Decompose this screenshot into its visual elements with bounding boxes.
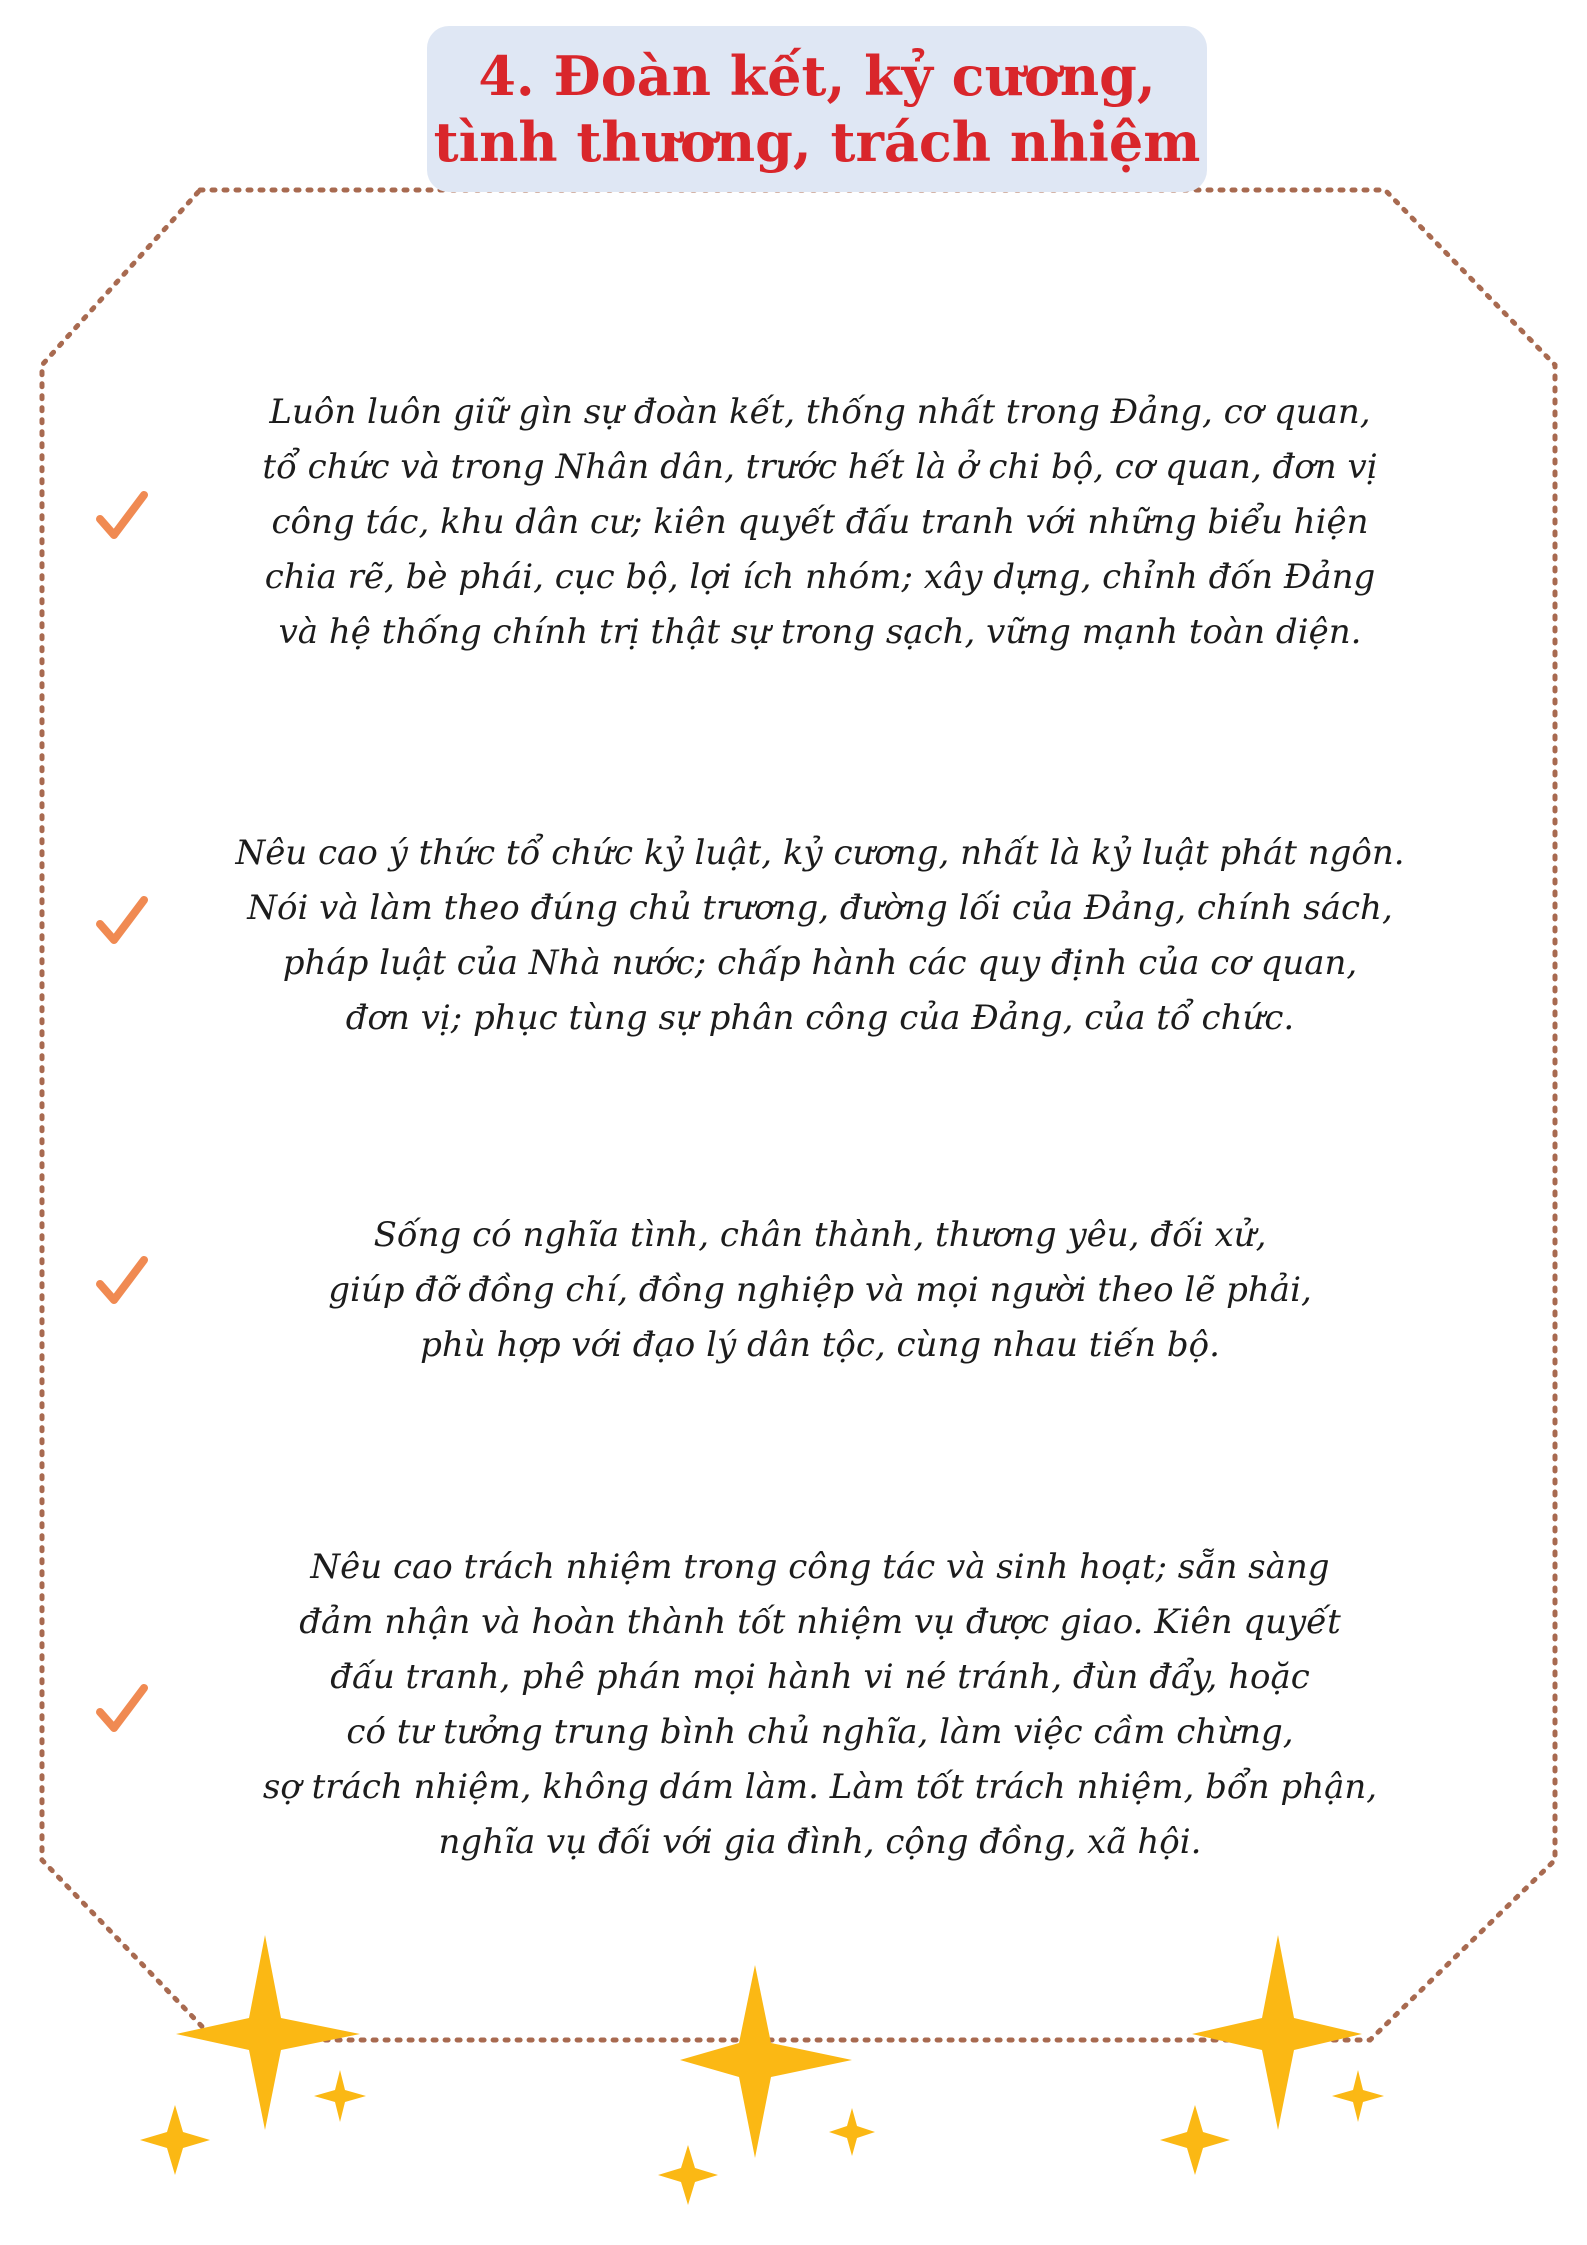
text-line: phù hợp với đạo lý dân tộc, cùng nhau tiến bộ.	[420, 1325, 1220, 1365]
text-line: Nêu cao trách nhiệm trong công tác và sinh hoạt; sẵn sàng	[310, 1547, 1330, 1587]
text-line: nghĩa vụ đối với gia đình, cộng đồng, xã hội.	[438, 1822, 1202, 1862]
text-line: chia rẽ, bè phái, cục bộ, lợi ích nhóm; xây dựng, chỉnh đốn Đảng	[264, 557, 1376, 597]
text-line: đơn vị; phục tùng sự phân công của Đảng, của tổ chức.	[345, 998, 1295, 1038]
title-line-2: tình thương, trách nhiệm	[433, 110, 1201, 174]
sparkle-star-icon	[1192, 1935, 1362, 2130]
text-line: sợ trách nhiệm, không dám làm. Làm tốt trách nhiệm, bổn phận,	[262, 1767, 1378, 1807]
text-line: tổ chức và trong Nhân dân, trước hết là ở chi bộ, cơ quan, đơn vị	[262, 447, 1378, 487]
text-line: Nêu cao ý thức tổ chức kỷ luật, kỷ cương, nhất là kỷ luật phát ngôn.	[235, 833, 1405, 873]
sparkle-star-icon	[1160, 2105, 1230, 2175]
text-line: Nói và làm theo đúng chủ trương, đường lối của Đảng, chính sách,	[247, 888, 1393, 928]
text-line: công tác, khu dân cư; kiên quyết đấu tranh với những biểu hiện	[271, 502, 1369, 542]
sparkle-star-icon	[140, 2105, 210, 2175]
title-box	[427, 26, 1207, 192]
title-line-1: 4. Đoàn kết, kỷ cương,	[478, 44, 1156, 108]
text-line: Luôn luôn giữ gìn sự đoàn kết, thống nhất trong Đảng, cơ quan,	[269, 392, 1371, 432]
text-line: đảm nhận và hoàn thành tốt nhiệm vụ được giao. Kiên quyết	[299, 1602, 1341, 1642]
text-line: đấu tranh, phê phán mọi hành vi né tránh, đùn đẩy, hoặc	[330, 1657, 1310, 1697]
text-line: Sống có nghĩa tình, chân thành, thương yêu, đối xử,	[373, 1215, 1267, 1255]
check-icon	[92, 487, 152, 547]
sparkle-star-icon	[680, 1965, 852, 2158]
sparkle-star-icon	[829, 2108, 875, 2156]
sparkle-star-icon	[314, 2070, 366, 2122]
item-text	[190, 1208, 1450, 1373]
check-icon	[92, 892, 152, 952]
sparkle-star-icon	[658, 2145, 718, 2205]
text-line: pháp luật của Nhà nước; chấp hành các quy định của cơ quan,	[282, 943, 1358, 983]
item-text	[190, 385, 1450, 660]
check-icon	[92, 1680, 152, 1740]
text-line: có tư tưởng trung bình chủ nghĩa, làm việc cầm chừng,	[346, 1712, 1294, 1752]
text-line: và hệ thống chính trị thật sự trong sạch, vững mạnh toàn diện.	[278, 612, 1362, 652]
item-text	[190, 1540, 1450, 1870]
check-icon	[92, 1252, 152, 1312]
sparkle-star-icon	[1332, 2070, 1384, 2122]
item-text	[190, 826, 1450, 1046]
text-line: giúp đỡ đồng chí, đồng nghiệp và mọi người theo lẽ phải,	[328, 1270, 1312, 1310]
